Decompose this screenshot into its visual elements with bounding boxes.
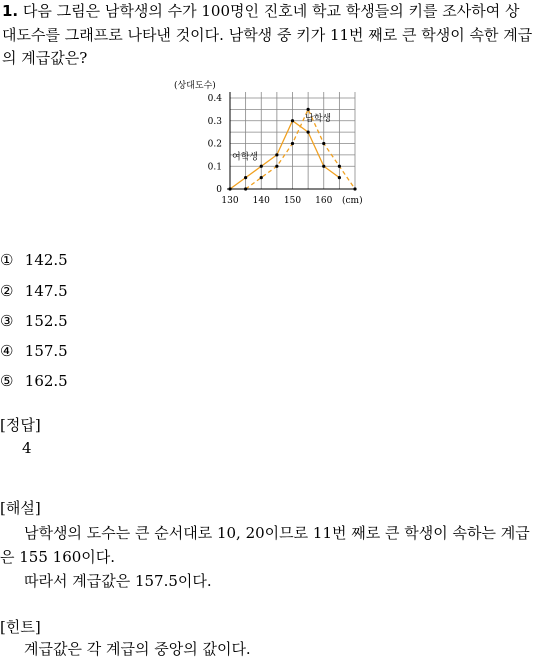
data-point: [244, 176, 247, 179]
data-point: [260, 165, 263, 168]
choice-4-text: 157.5: [24, 342, 68, 360]
explanation-line-2-text: 따라서 계급값은 157.5이다.: [24, 572, 212, 590]
choice-1-mark: ①: [0, 251, 14, 269]
choice-1-text: 142.5: [24, 251, 68, 269]
x-tick-label: 150: [283, 196, 302, 206]
relative-frequency-chart: [170, 76, 370, 211]
y-tick-label: 0.2: [207, 139, 222, 150]
data-point: [307, 131, 310, 134]
y-tick-label: 0.1: [207, 162, 222, 173]
explanation-line-1-text: 남학생의 도수는 큰 순서대로 10, 20이므로 11번 째로 큰 학생이 속하는 계급은 155 160이다.: [0, 524, 530, 566]
choice-4-mark: ④: [0, 342, 14, 360]
hint-line: [0, 637, 533, 661]
choice-1[interactable]: [0, 250, 68, 270]
y-tick-label: 0: [216, 185, 222, 195]
y-axis-label: (상대도수): [174, 81, 216, 91]
y-tick-label: 0.4: [207, 94, 222, 104]
answer-label: [정답]: [0, 416, 41, 434]
answer-value: 4: [22, 439, 32, 457]
data-point: [291, 142, 294, 145]
hint-text: 계급값은 각 계급의 중앙의 값이다.: [24, 640, 251, 658]
choice-2-mark: ②: [0, 282, 14, 300]
series-label-2: 남학생: [305, 113, 332, 124]
hint-label: [힌트]: [0, 618, 41, 636]
data-point: [244, 187, 247, 190]
choice-3-text: 152.5: [24, 312, 68, 330]
series-label-1: 여학생: [232, 152, 259, 163]
x-axis-label: (cm): [342, 196, 363, 206]
explanation-line-2: [0, 569, 533, 593]
data-point: [338, 176, 341, 179]
data-point: [338, 165, 341, 168]
x-tick-label: 140: [252, 196, 270, 206]
data-point: [353, 187, 356, 190]
x-tick-label: 160: [315, 196, 333, 206]
data-point: [322, 142, 325, 145]
choice-5-text: 162.5: [24, 372, 68, 390]
choice-5[interactable]: [0, 371, 68, 391]
question-body: 다음 그림은 남학생의 수가 100명인 진호네 학교 학생들의 키를 조사하여 상대도수를 그래프로 나타낸 것이다. 남학생 중 키가 11번 째로 큰 학생이 속한 계급의 계급값은?: [2, 2, 533, 67]
explanation-line-1: [0, 521, 533, 569]
question-number: 1.: [2, 2, 19, 20]
explanation-label: [해설]: [0, 499, 41, 517]
data-point: [275, 165, 278, 168]
y-tick-label: 0.3: [207, 116, 222, 127]
choice-2-text: 147.5: [24, 282, 68, 300]
question-text: [2, 0, 533, 71]
choice-4[interactable]: [0, 341, 68, 361]
data-point: [228, 187, 231, 190]
choice-5-mark: ⑤: [0, 372, 14, 390]
data-point: [275, 153, 278, 156]
choice-3-mark: ③: [0, 312, 14, 330]
data-point: [307, 108, 310, 111]
data-point: [260, 176, 263, 179]
data-point: [291, 119, 294, 122]
data-point: [322, 165, 325, 168]
choice-3[interactable]: [0, 311, 68, 331]
x-tick-label: 130: [221, 196, 239, 206]
choice-2[interactable]: [0, 281, 68, 301]
